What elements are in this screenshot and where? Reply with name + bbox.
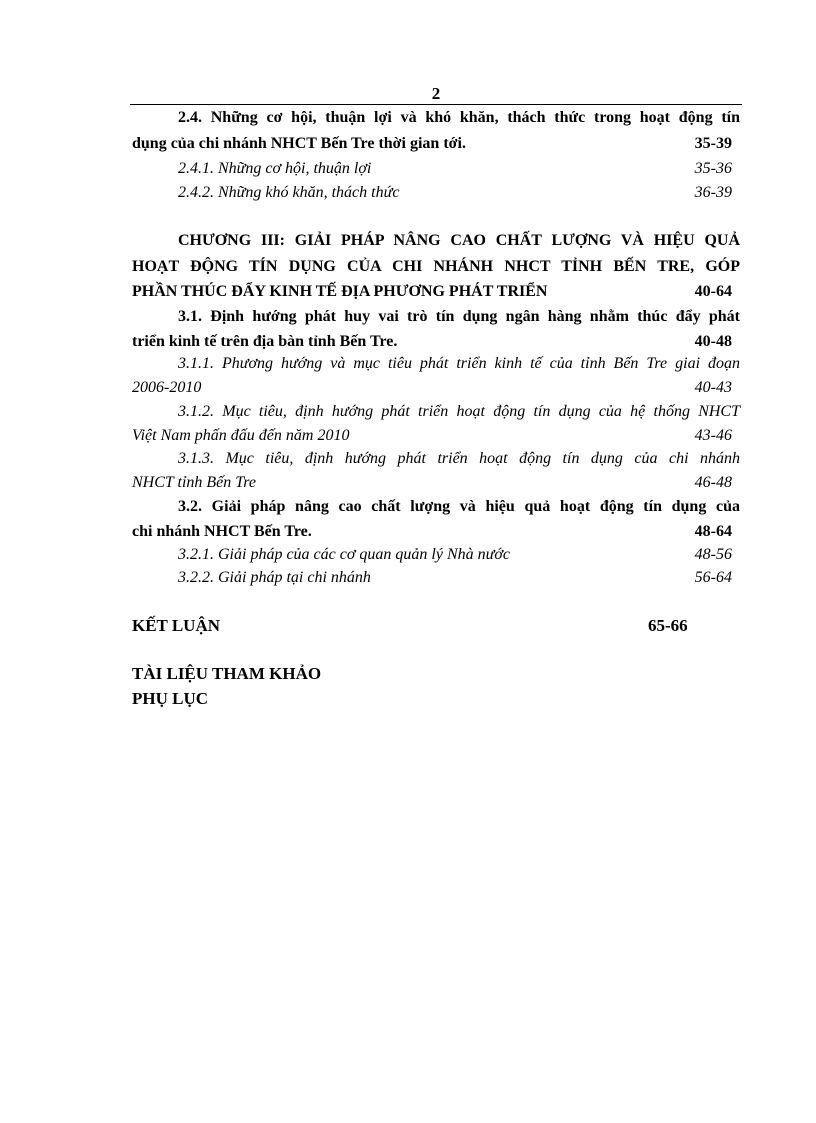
toc-entry-3-1-3-pages: 46-48 [694, 474, 732, 491]
toc-appendix: PHỤ LỤC [132, 689, 209, 708]
toc-entry-3-2-2-pages: 56-64 [694, 569, 732, 586]
toc-entry-3-2-line1: 3.2. Giải pháp nâng cao chất lượng và hiệu quả hoạt động tín dụng của [178, 498, 740, 515]
toc-entry-3-1-2-pages: 43-46 [694, 427, 732, 444]
toc-conclusion-text: KẾT LUẬN [132, 616, 221, 635]
toc-entry-2-4-line2 [132, 132, 740, 155]
toc-chapter-3-line2: HOẠT ĐỘNG TÍN DỤNG CỦA CHI NHÁNH NHCT TỈNH BẾN TRE, GÓP [132, 258, 740, 275]
toc-entry-2-4-1 [132, 157, 740, 180]
toc-entry-3-2-text: chi nhánh NHCT Bến Tre. [132, 523, 312, 540]
toc-entry-3-1-1-line1: 3.1.1. Phương hướng và mục tiêu phát triển kinh tế của tỉnh Bến Tre giai đoạn [178, 355, 740, 372]
toc-entry-3-2-pages: 48-64 [694, 523, 732, 540]
toc-chapter-3-text: PHẦN THÚC ĐẨY KINH TẾ ĐỊA PHƯƠNG PHÁT TRIỂN [132, 283, 548, 300]
toc-entry-3-1-2-text: Việt Nam phấn đấu đến năm 2010 [132, 427, 350, 444]
toc-entry-2-4-2-pages: 36-39 [694, 184, 732, 201]
toc-references: TÀI LIỆU THAM KHẢO [132, 664, 322, 683]
toc-chapter-3-line3 [132, 280, 740, 303]
toc-entry-3-1-1-text: 2006-2010 [132, 379, 202, 396]
toc-chapter-3-pages: 40-64 [694, 283, 732, 300]
toc-entry-3-2-line2 [132, 520, 740, 543]
toc-entry-3-1-2-line2 [132, 424, 740, 447]
toc-chapter-3-line1: CHƯƠNG III: GIẢI PHÁP NÂNG CAO CHẤT LƯỢNG VÀ HIỆU QUẢ [178, 232, 740, 249]
toc-entry-2-4-1-text: 2.4.1. Những cơ hội, thuận lợi [178, 160, 372, 177]
toc-entry-2-4-line1: 2.4. Những cơ hội, thuận lợi và khó khăn, thách thức trong hoạt động tín [178, 109, 740, 126]
toc-entry-3-1-2-line1: 3.1.2. Mục tiêu, định hướng phát triển hoạt động tín dụng của hệ thống NHCT [178, 403, 740, 420]
toc-entry-2-4-pages: 35-39 [694, 135, 732, 152]
toc-entry-2-4-2 [132, 181, 740, 204]
toc-entry-2-4-1-pages: 35-36 [694, 160, 732, 177]
toc-conclusion [132, 614, 740, 637]
toc-entry-3-2-1-pages: 48-56 [694, 546, 732, 563]
toc-entry-3-2-1 [132, 543, 740, 566]
toc-entry-2-4-text: dụng của chi nhánh NHCT Bến Tre thời gian tới. [132, 135, 466, 152]
toc-entry-3-1-1-line2 [132, 376, 740, 399]
toc-entry-2-4-2-text: 2.4.2. Những khó khăn, thách thức [178, 184, 400, 201]
toc-entry-3-2-2 [132, 566, 740, 589]
toc-entry-3-1-line2 [132, 330, 740, 353]
toc-entry-3-2-2-text: 3.2.2. Giải pháp tại chi nhánh [178, 569, 371, 586]
toc-conclusion-pages: 65-66 [648, 616, 688, 635]
toc-entry-3-2-1-text: 3.2.1. Giải pháp của các cơ quan quản lý Nhà nước [178, 546, 510, 563]
toc-entry-3-1-3-text: NHCT tỉnh Bến Tre [132, 474, 257, 491]
header-rule [130, 104, 742, 105]
toc-entry-3-1-pages: 40-48 [694, 333, 732, 350]
toc-entry-3-1-1-pages: 40-43 [694, 379, 732, 396]
page-number: 2 [431, 84, 441, 103]
toc-entry-3-1-3-line1: 3.1.3. Mục tiêu, định hướng phát triển hoạt động tín dụng của chi nhánh [178, 450, 740, 467]
toc-entry-3-1-text: triển kinh tế trên địa bàn tỉnh Bến Tre. [132, 333, 398, 350]
toc-entry-3-1-line1: 3.1. Định hướng phát huy vai trò tín dụng ngân hàng nhằm thúc đẩy phát [178, 308, 740, 325]
toc-entry-3-1-3-line2 [132, 471, 740, 494]
